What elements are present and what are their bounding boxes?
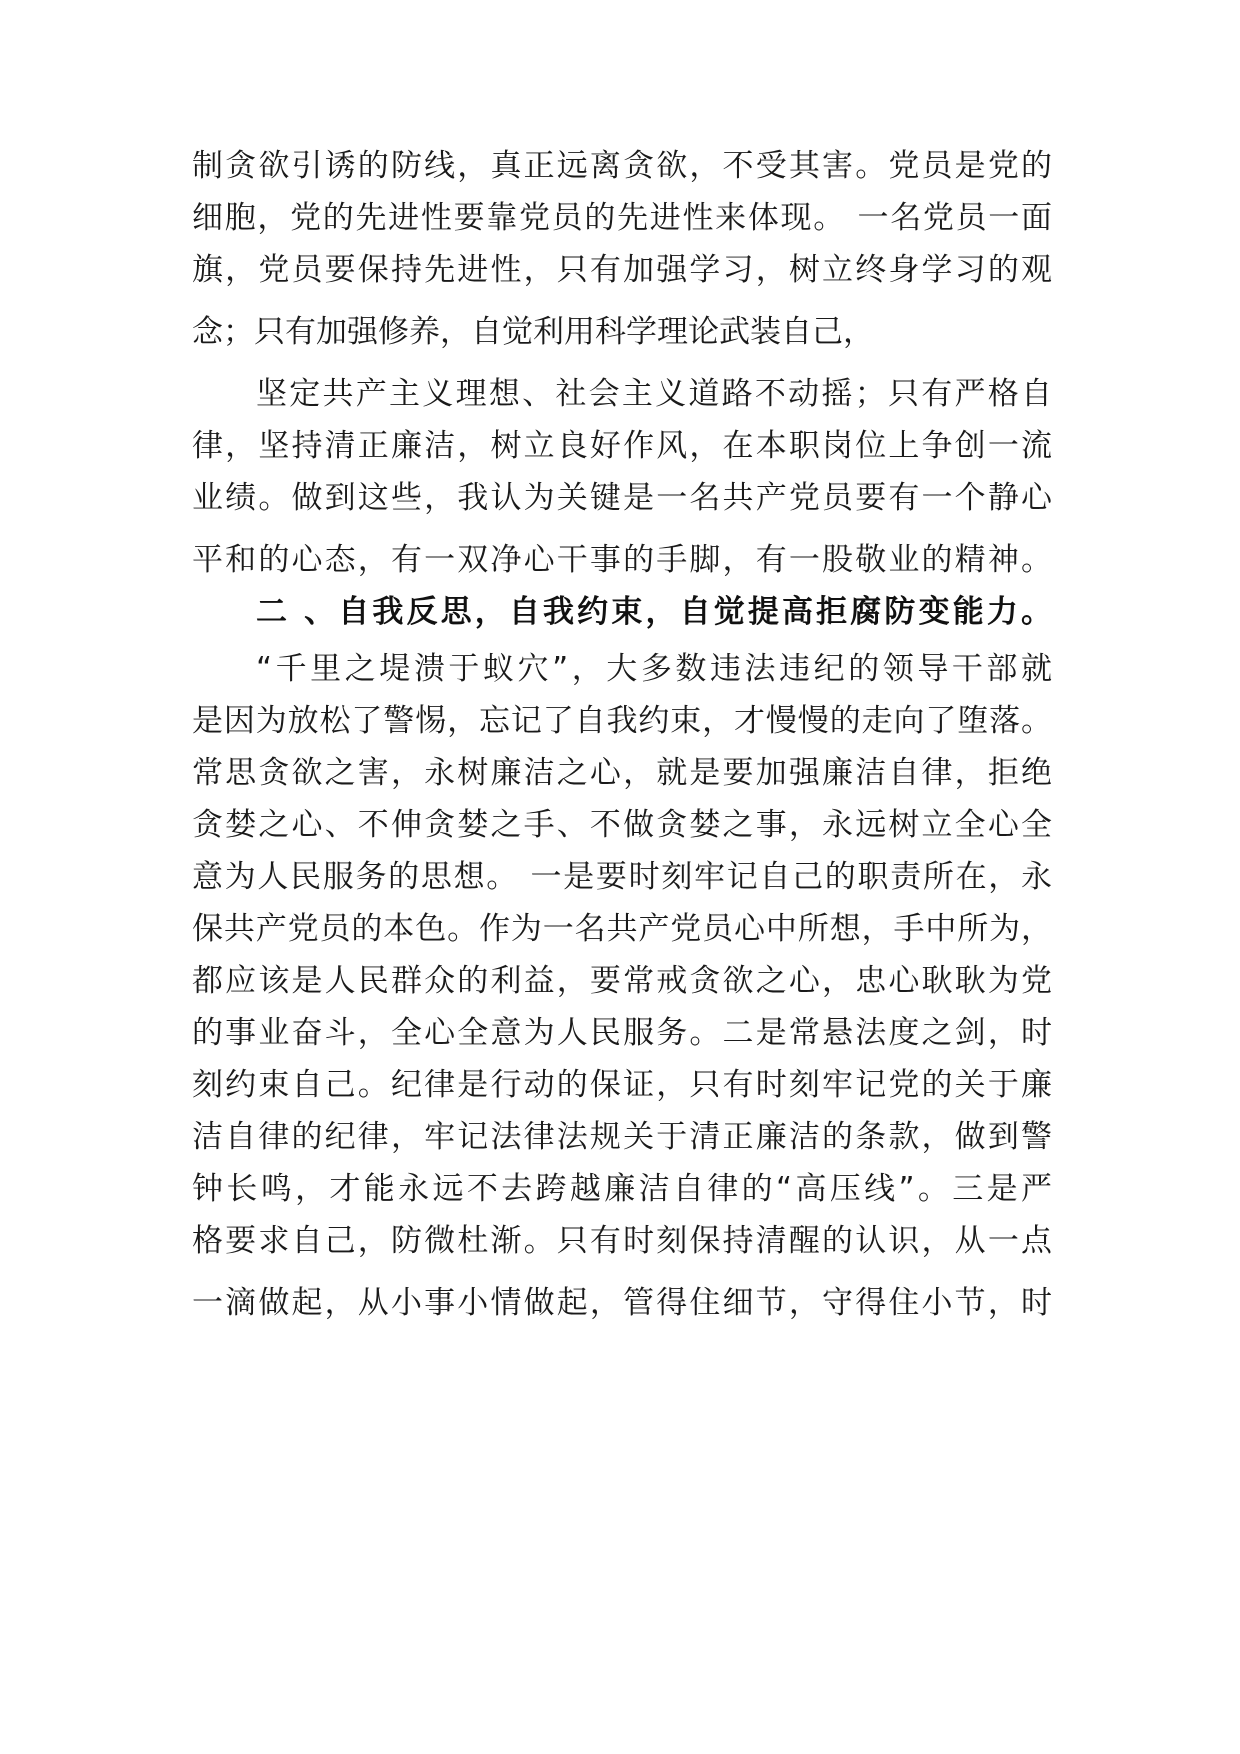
paragraph-line: 洁自律的纪律，牢记法律法规关于清正廉洁的条款，做到警 bbox=[192, 1119, 1052, 1155]
paragraph-line: “千里之堤溃于蚁穴”，大多数违法违纪的领导干部就 bbox=[256, 651, 1052, 687]
paragraph-line: 制贪欲引诱的防线，真正远离贪欲，不受其害。党员是党的 bbox=[192, 148, 1052, 184]
paragraph-line: 都应该是人民群众的利益，要常戒贪欲之心，忠心耿耿为党 bbox=[192, 963, 1052, 999]
paragraph-line: 刻约束自己。纪律是行动的保证，只有时刻牢记党的关于廉 bbox=[192, 1067, 1052, 1103]
paragraph-line: 的事业奋斗，全心全意为人民服务。二是常悬法度之剑，时 bbox=[192, 1015, 1052, 1051]
paragraph-line: 一滴做起，从小事小情做起，管得住细节，守得住小节，时 bbox=[192, 1285, 1052, 1321]
paragraph-line: 保共产党员的本色。作为一名共产党员心中所想，手中所为， bbox=[192, 911, 1052, 947]
paragraph-line: 业绩。做到这些，我认为关键是一名共产党员要有一个静心 bbox=[192, 480, 1052, 516]
paragraph-line: 是因为放松了警惕，忘记了自我约束，才慢慢的走向了堕落。 bbox=[192, 703, 1052, 739]
paragraph-line: 念；只有加强修养，自觉利用科学理论武装自己， bbox=[192, 314, 874, 350]
paragraph-line: 平和的心态，有一双净心干事的手脚，有一股敬业的精神。 bbox=[192, 542, 1052, 578]
paragraph-line: 格要求自己，防微杜渐。只有时刻保持清醒的认识，从一点 bbox=[192, 1223, 1052, 1259]
paragraph-line: 旗，党员要保持先进性，只有加强学习，树立终身学习的观 bbox=[192, 252, 1052, 288]
paragraph-line: 常思贪欲之害，永树廉洁之心，就是要加强廉洁自律，拒绝 bbox=[192, 755, 1052, 791]
paragraph-line: 细胞，党的先进性要靠党员的先进性来体现。 一名党员一面 bbox=[192, 200, 1052, 236]
paragraph-line: 律，坚持清正廉洁，树立良好作风，在本职岗位上争创一流 bbox=[192, 428, 1052, 464]
paragraph-line: 贪婪之心、不伸贪婪之手、不做贪婪之事，永远树立全心全 bbox=[192, 807, 1052, 843]
paragraph-line: 坚定共产主义理想、社会主义道路不动摇；只有严格自 bbox=[256, 376, 1052, 412]
paragraph-line: 钟长鸣，才能永远不去跨越廉洁自律的“高压线”。三是严 bbox=[192, 1171, 1052, 1207]
paragraph-line: 意为人民服务的思想。 一是要时刻牢记自己的职责所在，永 bbox=[192, 859, 1052, 895]
section-heading: 二 、自我反思，自我约束，自觉提高拒腐防变能力。 bbox=[256, 594, 1052, 630]
